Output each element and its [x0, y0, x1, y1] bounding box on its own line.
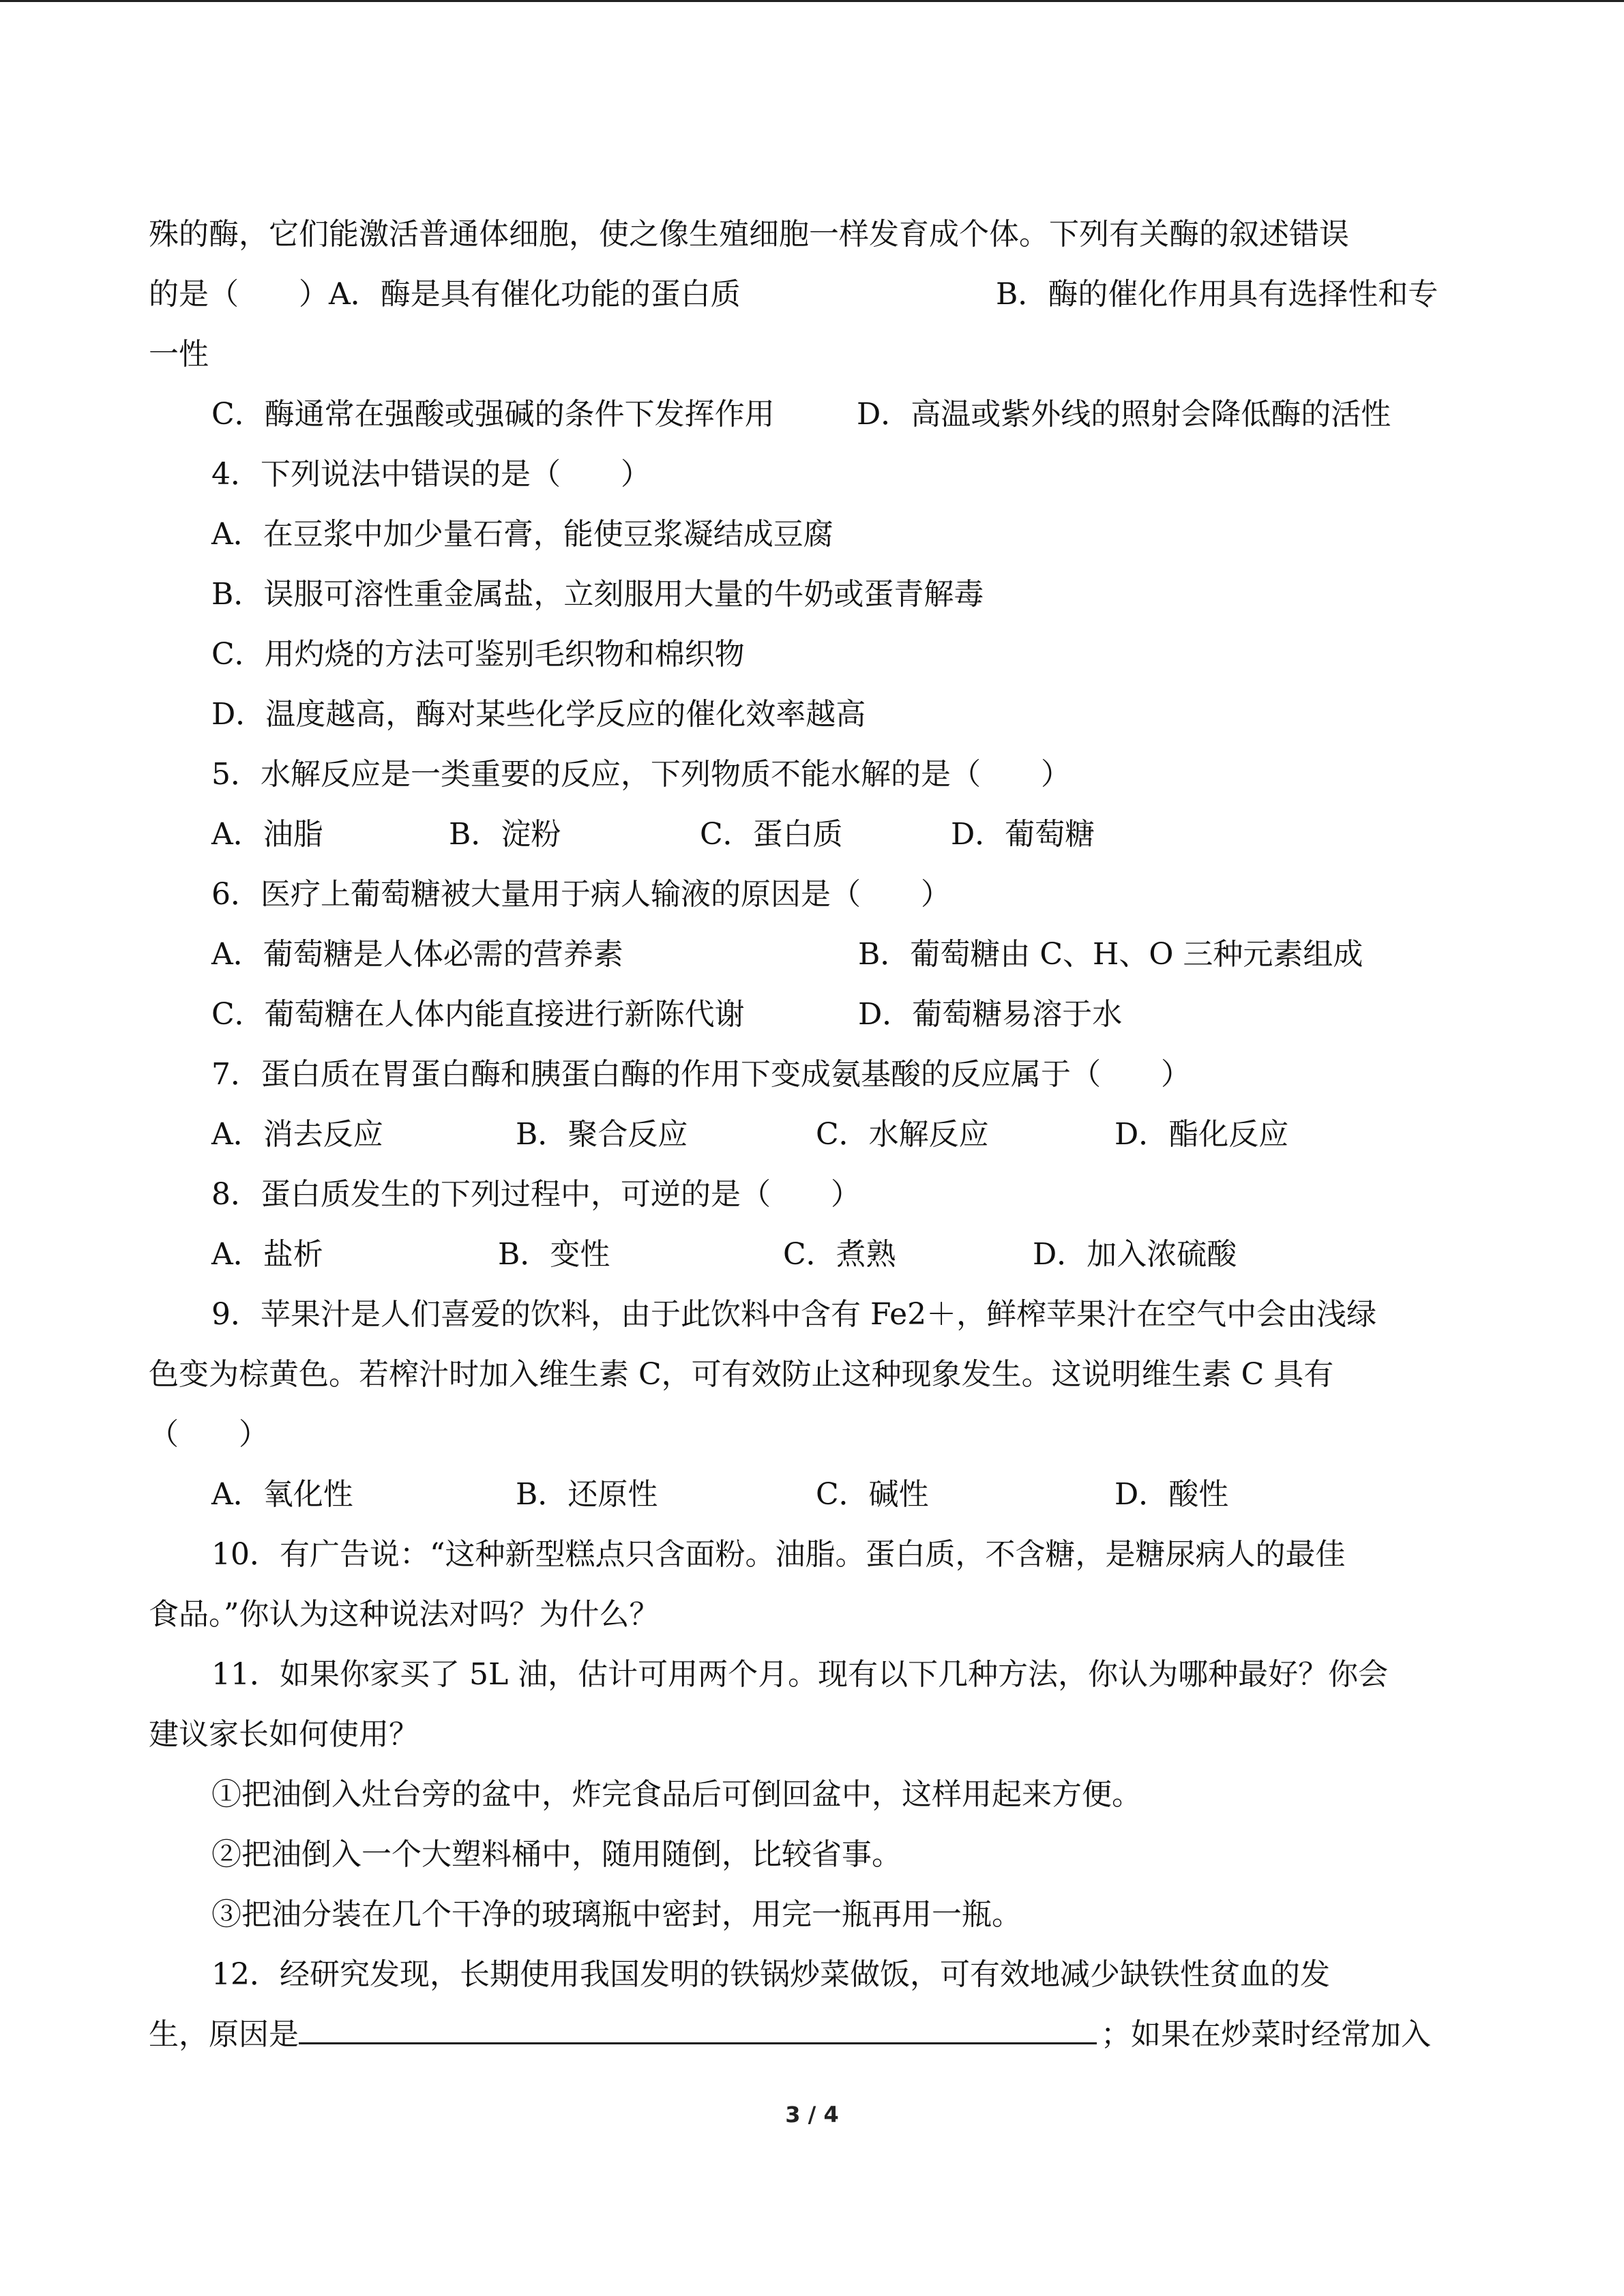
- q3-option-d: D．高温或紫外线的照射会降低酶的活性: [857, 397, 1391, 432]
- q12-stem-prefix: 生，原因是: [149, 2017, 299, 2052]
- q4-option-b: B．误服可溶性重金属盐，立刻服用大量的牛奶或蛋青解毒: [211, 577, 984, 612]
- q8-option-d: D．加入浓硫酸: [1033, 1237, 1237, 1272]
- q3-stem-continued-line-2: [149, 265, 1475, 325]
- q8-options: [149, 1225, 1475, 1285]
- q11-stem-line-1: 11．如果你家买了 5L 油，估计可用两个月。现有以下几种方法，你认为哪种最好？你会: [211, 1657, 1389, 1692]
- page-top-border: [0, 0, 1624, 2]
- q9-options: [149, 1465, 1475, 1525]
- q4-option-c: C．用灼烧的方法可鉴别毛织物和棉织物: [211, 637, 745, 672]
- q10-stem-line-1: 10．有广告说：“这种新型糕点只含面粉。油脂。蛋白质，不含糖，是糖尿病人的最佳: [211, 1537, 1346, 1572]
- q7-option-d: D．酯化反应: [1114, 1117, 1289, 1152]
- q3-stem-continued-line-1: 殊的酶，它们能激活普通体细胞，使之像生殖细胞一样发育成个体。下列有关酶的叙述错误: [149, 217, 1349, 252]
- q7-options: [149, 1105, 1475, 1165]
- q7-stem: 7．蛋白质在胃蛋白酶和胰蛋白酶的作用下变成氨基酸的反应属于（ ）: [211, 1057, 1191, 1092]
- q6-option-c: C．葡萄糖在人体内能直接进行新陈代谢: [211, 997, 745, 1032]
- q6-options-ab: [149, 925, 1475, 985]
- q7-option-c: C．水解反应: [816, 1117, 989, 1152]
- q8-option-b: B．变性: [498, 1237, 610, 1272]
- q12-stem-suffix: ；如果在炒菜时经常加入: [1101, 2017, 1431, 2052]
- q7-option-a: A．消去反应: [211, 1117, 383, 1152]
- q11-option-1: ①把油倒入灶台旁的盆中，炸完食品后可倒回盆中，这样用起来方便。: [211, 1777, 1142, 1812]
- q5-option-d: D．葡萄糖: [951, 817, 1095, 852]
- q5-option-c: C．蛋白质: [700, 817, 843, 852]
- q11-option-3: ③把油分装在几个干净的玻璃瓶中密封，用完一瓶再用一瓶。: [211, 1897, 1022, 1932]
- q12-stem-line-2: [149, 2005, 1475, 2065]
- q5-option-b: B．淀粉: [449, 817, 561, 852]
- q9-option-d: D．酸性: [1114, 1477, 1229, 1512]
- q3-option-b-wrap: 一性: [149, 337, 209, 372]
- q9-stem-line-3: （ ）: [149, 1417, 269, 1452]
- q6-stem: 6．医疗上葡萄糖被大量用于病人输液的原因是（ ）: [211, 877, 951, 912]
- q6-option-b: B．葡萄糖由 C、H、O 三种元素组成: [858, 937, 1363, 972]
- q4-option-a: A．在豆浆中加少量石膏，能使豆浆凝结成豆腐: [211, 517, 833, 552]
- q3-option-c: C．酶通常在强酸或强碱的条件下发挥作用: [211, 397, 775, 432]
- q4-option-d: D．温度越高，酶对某些化学反应的催化效率越高: [211, 697, 866, 732]
- q8-stem: 8．蛋白质发生的下列过程中，可逆的是（ ）: [211, 1177, 861, 1212]
- exam-content: [149, 205, 1475, 2065]
- q9-option-b: B．还原性: [516, 1477, 658, 1512]
- q9-stem-line-2: 色变为棕黄色。若榨汁时加入维生素 C，可有效防止这种现象发生。这说明维生素 C 具有: [149, 1357, 1334, 1392]
- q6-options-cd: [149, 985, 1475, 1045]
- q5-stem: 5．水解反应是一类重要的反应，下列物质不能水解的是（ ）: [211, 757, 1071, 792]
- q9-option-a: A．氧化性: [211, 1477, 353, 1512]
- q7-option-b: B．聚合反应: [516, 1117, 688, 1152]
- q8-option-a: A．盐析: [211, 1237, 323, 1272]
- q6-option-d: D．葡萄糖易溶于水: [858, 997, 1123, 1032]
- q4-stem: 4．下列说法中错误的是（ ）: [211, 457, 651, 492]
- q3-option-a: 的是（ ）A．酶是具有催化功能的蛋白质: [149, 277, 741, 312]
- q11-option-2: ②把油倒入一个大塑料桶中，随用随倒，比较省事。: [211, 1837, 902, 1872]
- q6-option-a: A．葡萄糖是人体必需的营养素: [211, 937, 623, 972]
- q3-options-cd: [149, 385, 1475, 445]
- q8-option-c: C．煮熟: [783, 1237, 896, 1272]
- q9-stem-line-1: 9．苹果汁是人们喜爱的饮料，由于此饮料中含有 Fe2＋，鲜榨苹果汁在空气中会由浅绿: [211, 1297, 1377, 1332]
- q10-stem-line-2: 食品。”你认为这种说法对吗？为什么？: [149, 1597, 660, 1632]
- q12-answer-blank[interactable]: [299, 2007, 1097, 2044]
- q3-option-b: B．酶的催化作用具有选择性和专: [996, 277, 1438, 312]
- q5-option-a: A．油脂: [211, 817, 323, 852]
- q12-stem-line-1: 12．经研究发现，长期使用我国发明的铁锅炒菜做饭，可有效地减少缺铁性贫血的发: [211, 1957, 1330, 1992]
- q9-option-c: C．碱性: [816, 1477, 929, 1512]
- page-number: 3 / 4: [785, 2102, 839, 2128]
- q5-options: [149, 805, 1475, 865]
- q11-stem-line-2: 建议家长如何使用？: [149, 1717, 419, 1752]
